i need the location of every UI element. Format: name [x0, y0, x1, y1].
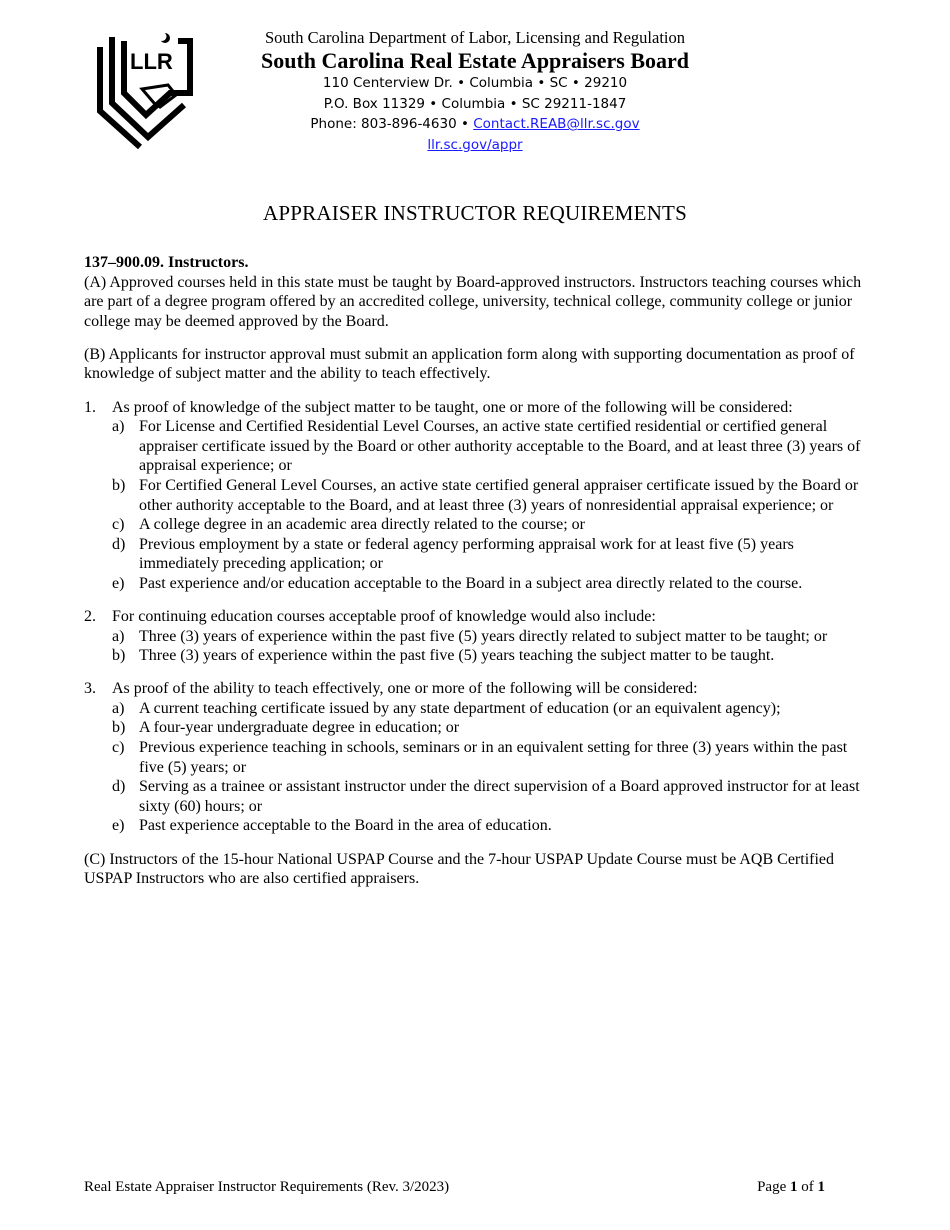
sub-list-text: A college degree in an academic area directly related to the course; or	[139, 516, 585, 534]
sub-list-letter: d)	[112, 778, 126, 796]
page-current: 1	[790, 1179, 798, 1195]
llr-logo	[96, 31, 198, 149]
sub-list-item	[84, 574, 874, 594]
paragraph-b: (B) Applicants for instructor approval must submit an application form along with supporting documentation as proof of knowledge of subject matter and the ability to teach effectively.	[84, 345, 855, 383]
footer-document-title: Real Estate Appraiser Instructor Requirements (Rev. 3/2023)	[84, 1179, 450, 1195]
page-number	[757, 1179, 825, 1196]
sub-list-letter: b)	[112, 647, 126, 665]
email-link[interactable]: Contact.REAB@llr.sc.gov	[473, 116, 640, 132]
section-heading: 137–900.09. Instructors.	[84, 254, 249, 271]
list-item-text: As proof of the ability to teach effectively, one or more of the following will be considered:	[112, 680, 698, 698]
page-title: APPRAISER INSTRUCTOR REQUIREMENTS	[263, 201, 687, 225]
contact-line	[200, 114, 750, 135]
website-link[interactable]: llr.sc.gov/appr	[427, 136, 523, 153]
street-address: 110 Centerview Dr. • Columbia • SC • 29210	[322, 75, 628, 91]
sub-list-item	[84, 699, 874, 719]
list-number: 1.	[84, 398, 96, 416]
sub-list-item	[84, 738, 874, 777]
page-of: of	[797, 1179, 818, 1195]
sub-list-item	[84, 646, 874, 666]
sub-list-item	[84, 535, 874, 574]
sub-list-text: A four-year undergraduate degree in education; or	[139, 719, 460, 737]
sub-list-text: Serving as a trainee or assistant instructor under the direct supervision of a Board approved instructor for at least sixty (60) hours; or	[139, 778, 860, 815]
sub-list-letter: a)	[112, 627, 125, 645]
board-name: South Carolina Real Estate Appraisers Board	[260, 48, 689, 73]
list-item-text: As proof of knowledge of the subject matter to be taught, one or more of the following will be considered:	[112, 398, 793, 416]
sub-list-text: Past experience acceptable to the Board in the area of education.	[139, 817, 552, 835]
sub-list-item	[84, 718, 874, 738]
paragraph-a: (A) Approved courses held in this state must be taught by Board-approved instructors. Instructors teaching courses which are part of a degree program offered by an accredited college, university, technical college, community college or junior college may be deemed approved by the Board.	[84, 273, 862, 330]
sub-list-text: Three (3) years of experience within the past five (5) years directly related to subject matter to be taught; or	[139, 627, 828, 645]
list-item	[84, 607, 874, 627]
sub-list-item	[84, 476, 874, 515]
sub-list-text: For Certified General Level Courses, an active state certified general appraiser certificate issued by the Board or other authority acceptable to the Board, and at least three (3) years of nonresidential appraisal experience; or	[139, 476, 859, 514]
sub-list-text: Three (3) years of experience within the past five (5) years teaching the subject matter to be taught.	[139, 647, 775, 665]
sub-list-letter: b)	[112, 476, 126, 494]
sub-list-letter: a)	[112, 699, 125, 717]
sub-list-letter: c)	[112, 516, 125, 534]
list-item	[84, 679, 874, 699]
sub-list-item	[84, 417, 874, 476]
sub-list-item	[84, 777, 874, 816]
sub-list-letter: b)	[112, 719, 126, 737]
page-prefix: Page	[757, 1179, 790, 1195]
llr-logo-icon	[96, 31, 198, 149]
sub-list-item	[84, 627, 874, 647]
sub-list-item	[84, 816, 874, 836]
po-box-address: P.O. Box 11329 • Columbia • SC 29211-1847	[323, 95, 627, 112]
list-item-text: For continuing education courses acceptable proof of knowledge would also include:	[112, 608, 656, 625]
sub-list-letter: a)	[112, 418, 125, 436]
sub-list-letter: d)	[112, 535, 126, 553]
letterhead	[200, 27, 750, 155]
sub-list-item	[84, 515, 874, 535]
document-body	[84, 253, 874, 889]
sub-list-text: Previous employment by a state or federal agency performing appraisal work for at least five (5) years immediately preceding application; or	[139, 535, 794, 573]
department-name: South Carolina Department of Labor, Licensing and Regulation	[265, 28, 685, 47]
sub-list-text: Previous experience teaching in schools, seminars or in an equivalent setting for three (3) years within the past five (5) years; or	[139, 739, 848, 776]
website-line	[200, 135, 750, 156]
svg-text:LLR: LLR	[130, 49, 173, 74]
phone-text: Phone: 803-896-4630 •	[310, 116, 474, 132]
sub-list-letter: c)	[112, 739, 125, 757]
sub-list-text: Past experience and/or education acceptable to the Board in a subject area directly related to the course.	[139, 574, 803, 592]
list-number: 2.	[84, 608, 96, 625]
sub-list-letter: e)	[112, 574, 125, 592]
paragraph-c: (C) Instructors of the 15-hour National USPAP Course and the 7-hour USPAP Update Course must be AQB Certified USPAP Instructors who are also certified appraisers.	[84, 850, 835, 888]
sub-list-text: For License and Certified Residential Level Courses, an active state certified residential or certified general appraiser certificate issued by the Board or other authority acceptable to the Board, and at least three (3) years of appraisal experience; or	[139, 418, 861, 475]
sub-list-letter: e)	[112, 817, 125, 835]
sub-list-text: A current teaching certificate issued by any state department of education (or an equivalent agency);	[139, 699, 781, 717]
page-total: 1	[817, 1179, 825, 1195]
list-number: 3.	[84, 680, 96, 698]
list-item	[84, 398, 874, 418]
